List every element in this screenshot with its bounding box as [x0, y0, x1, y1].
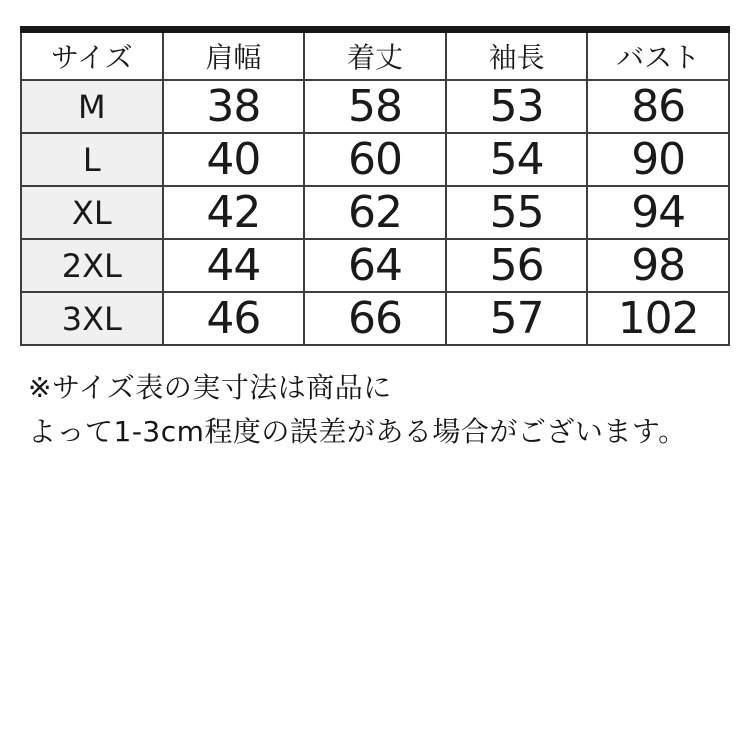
column-header-bust: バスト — [587, 30, 729, 81]
value-cell: 90 — [587, 133, 729, 186]
value-cell: 98 — [587, 239, 729, 292]
value-cell: 66 — [304, 292, 446, 345]
size-label: L — [21, 133, 163, 186]
value-cell: 53 — [446, 80, 588, 133]
value-cell: 86 — [587, 80, 729, 133]
value-cell: 40 — [163, 133, 305, 186]
value-cell: 38 — [163, 80, 305, 133]
value-cell: 94 — [587, 186, 729, 239]
value-cell: 56 — [446, 239, 588, 292]
table-row — [21, 186, 729, 239]
size-label: 2XL — [21, 239, 163, 292]
value-cell: 60 — [304, 133, 446, 186]
table-header-row — [21, 30, 729, 81]
value-cell: 62 — [304, 186, 446, 239]
size-label: M — [21, 80, 163, 133]
table-row — [21, 292, 729, 345]
value-cell: 102 — [587, 292, 729, 345]
note-line-2: よって1-3cm程度の誤差がある場合がございます。 — [28, 415, 687, 448]
column-header-shoulder: 肩幅 — [163, 30, 305, 81]
column-header-length: 着丈 — [304, 30, 446, 81]
column-header-sleeve: 袖長 — [446, 30, 588, 81]
value-cell: 42 — [163, 186, 305, 239]
size-table — [20, 26, 730, 346]
size-label: XL — [21, 186, 163, 239]
table-row — [21, 133, 729, 186]
note-line-1: ※サイズ表の実寸法は商品に — [28, 371, 392, 404]
value-cell: 64 — [304, 239, 446, 292]
column-header-size: サイズ — [21, 30, 163, 81]
size-label: 3XL — [21, 292, 163, 345]
value-cell: 58 — [304, 80, 446, 133]
value-cell: 54 — [446, 133, 588, 186]
value-cell: 44 — [163, 239, 305, 292]
table-row — [21, 239, 729, 292]
value-cell: 57 — [446, 292, 588, 345]
table-row — [21, 80, 729, 133]
value-cell: 46 — [163, 292, 305, 345]
size-note — [28, 366, 687, 454]
value-cell: 55 — [446, 186, 588, 239]
